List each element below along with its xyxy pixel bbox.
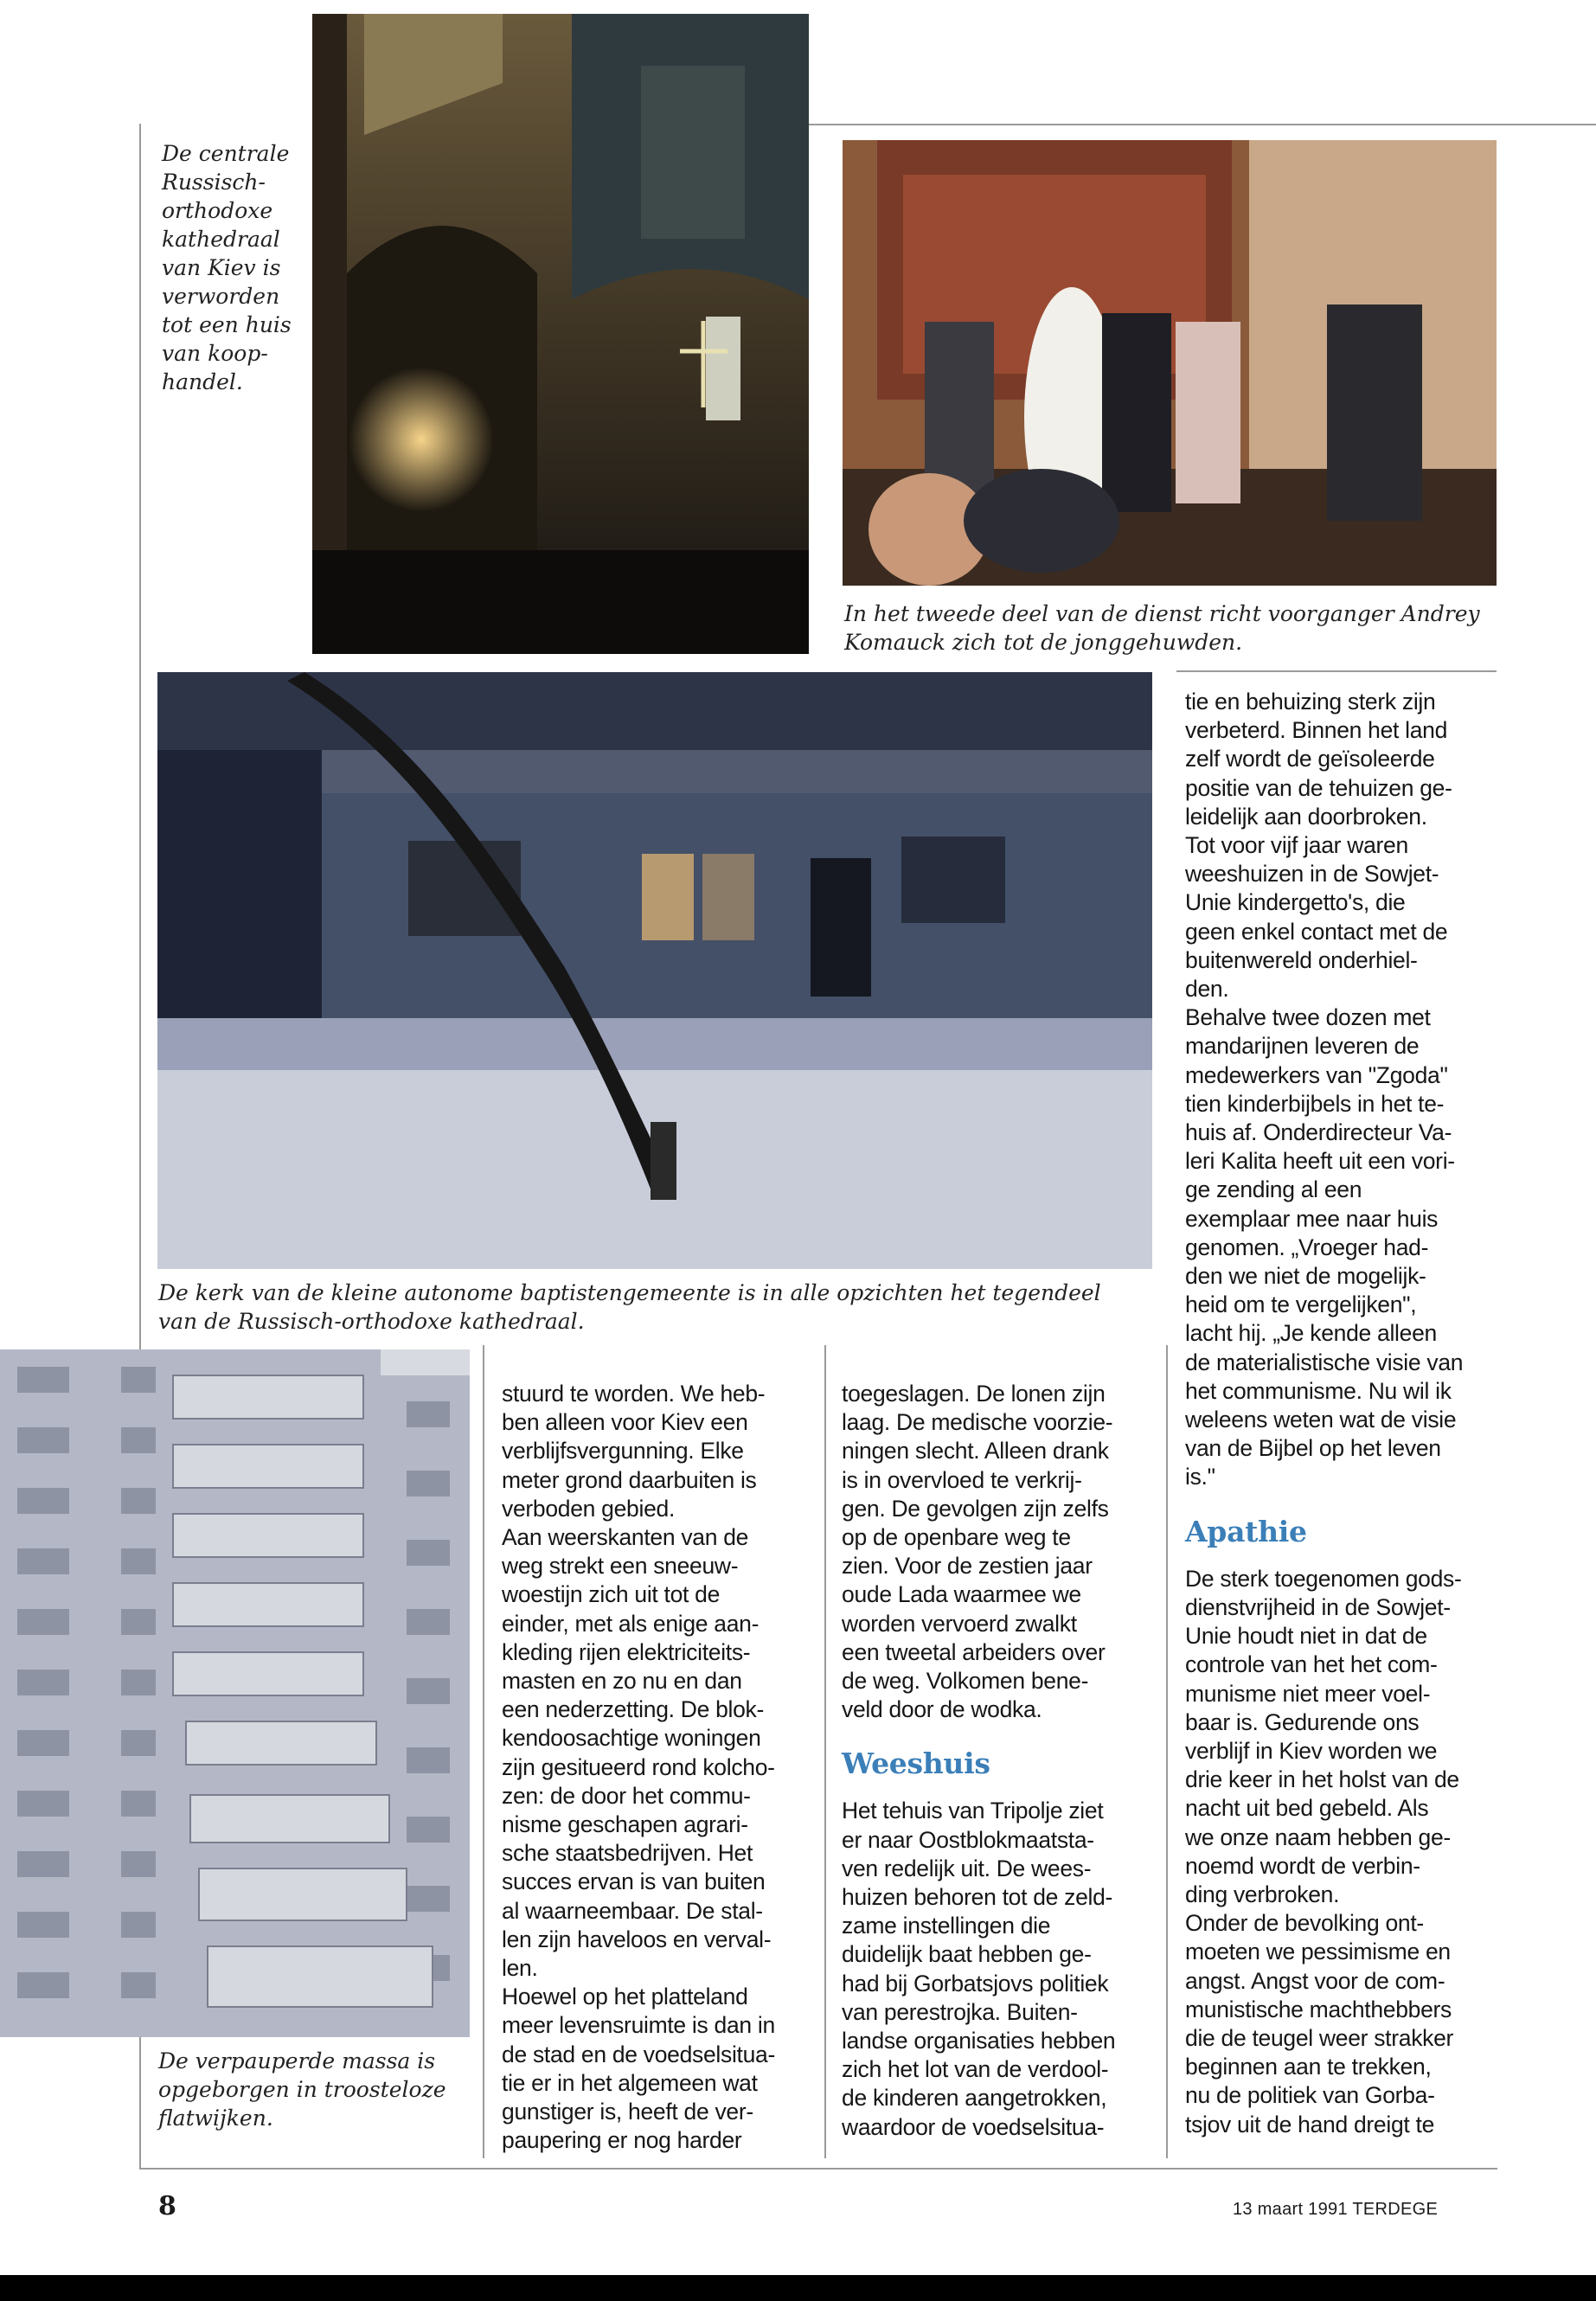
caption-church: De kerk van de kleine autonome baptistengemeente is in alle opzichten het tegendeel van de Russisch-orthodoxe kathedraal. bbox=[158, 1280, 1101, 1334]
column-rule-2 bbox=[824, 1345, 826, 2158]
scan-edge bbox=[0, 2275, 1596, 2301]
column-rule-1 bbox=[483, 1345, 484, 2158]
flats-photo bbox=[0, 1349, 470, 2037]
text-column-1 bbox=[502, 1380, 817, 2155]
wedding-photo bbox=[843, 140, 1497, 586]
column-3-text-a: tie en behuizing sterk zijn verbeterd. Binnen het land zelf wordt de geïsoleerde positie van de tehuizen ge- leidelijk aan doorbroken. Tot voor vijf jaar waren weeshuizen in de Sowjet- Unie kindergetto's, die geen enkel contact met de buitenwereld onderhiel- den. Behalve twee dozen met mandarijnen leveren de medewerkers van "Zgoda" tien kinderbijbels in het te- huis af. Onderdirecteur Va- leri Kalita heeft uit een vori- ge zending al een exemplaar mee naar huis genomen. „Vroeger had- den we niet de mogelijk- heid om te vergelijken", lacht hij. „Je kende alleen de materialistische visie van het communisme. Nu wil ik weleens weten wat de visie van de Bijbel op het leven is." bbox=[1185, 689, 1464, 1490]
text-column-3 bbox=[1185, 688, 1501, 2139]
frame-rule-bottom bbox=[139, 2168, 1497, 2170]
column-2-text-b: Het tehuis van Tripolje ziet er naar Oostblokmaatsta- ven redelijk uit. De wees- huizen behoren tot de zeld- zame instellingen die duidelijk baat hebben ge- had bij Gorbatsjovs politiek van perestrojka. Buiten- landse organisaties hebben zich het lot van de verdool- de kinderen aangetrokken, waardoor de voedselsitua- bbox=[842, 1798, 1116, 2140]
column-rule-3 bbox=[1166, 1345, 1168, 2158]
church-photo bbox=[157, 672, 1152, 1269]
issue-date-magazine: 13 maart 1991 TERDEGE bbox=[1233, 2200, 1439, 2219]
column-2-text-a: toegeslagen. De lonen zijn laag. De medische voorzie- ningen slecht. Alleen drank is in overvloed te verkrij- gen. De gevolgen zijn zelfs op de openbare weg te zien. Voor de zestien jaar oude Lada waarmee we worden vervoerd zwalkt een tweetal arbeiders over de weg. Volkomen bene- veld door de wodka. bbox=[842, 1381, 1113, 1723]
caption-wedding: In het tweede deel van de dienst richt voorganger Andrey Komauck zich tot de jonggehuwden. bbox=[844, 601, 1480, 655]
cathedral-photo bbox=[312, 14, 809, 654]
heading-apathie: Apathie bbox=[1185, 1514, 1307, 1548]
caption-cathedral: De centrale Russisch- orthodoxe kathedraal van Kiev is verworden tot een huis van koop- handel. bbox=[162, 141, 292, 394]
column-3-text-b: De sterk toegenomen gods- dienstvrijheid in de Sowjet- Unie houdt niet in dat de controle van het het com- munisme niet meer voel- baar is. Gedurende ons verblijf in Kiev worden we drie keer in het holst van de nacht uit bed gebeld. Als we onze naam hebben ge- noemd wordt de verbin- ding verbroken. Onder de bevolking ont- moeten we pessimisme en angst. Angst voor de com- munistische machthebbers die de teugel weer strakker beginnen aan te trekken, nu de politiek van Gorba- tsjov uit de hand dreigt te bbox=[1185, 1565, 1462, 2138]
text-column-2 bbox=[842, 1380, 1157, 2142]
page-number: 8 bbox=[158, 2191, 176, 2221]
frame-rule-top-right bbox=[809, 124, 1596, 125]
column-1-text: stuurd te worden. We heb- ben alleen voor Kiev een verblijfsvergunning. Elke meter grond daarbuiten is verboden gebied. Aan weerskanten van de weg strekt een sneeuw- woestijn zich uit tot de einder, met als enige aan- kleding rijen elektriciteits- masten en zo nu en dan een nederzetting. De blok- kendoosachtige woningen zijn gesitueerd rond kolcho- zen: de door het commu- nisme geschapen agrari- sche staatsbedrijven. Het succes ervan is van buiten al waarneembaar. De stal- len zijn haveloos en verval- len. Hoewel op het platteland meer levensruimte is dan in de stad en de voedselsitua- tie er in het algemeen wat gunstiger is, heeft de ver- paupering er nog harder bbox=[502, 1381, 776, 2154]
right-column-rule-top bbox=[1176, 670, 1497, 672]
caption-flats: De verpauperde massa is opgeborgen in troosteloze flatwijken. bbox=[158, 2048, 446, 2131]
heading-weeshuis: Weeshuis bbox=[842, 1747, 990, 1781]
